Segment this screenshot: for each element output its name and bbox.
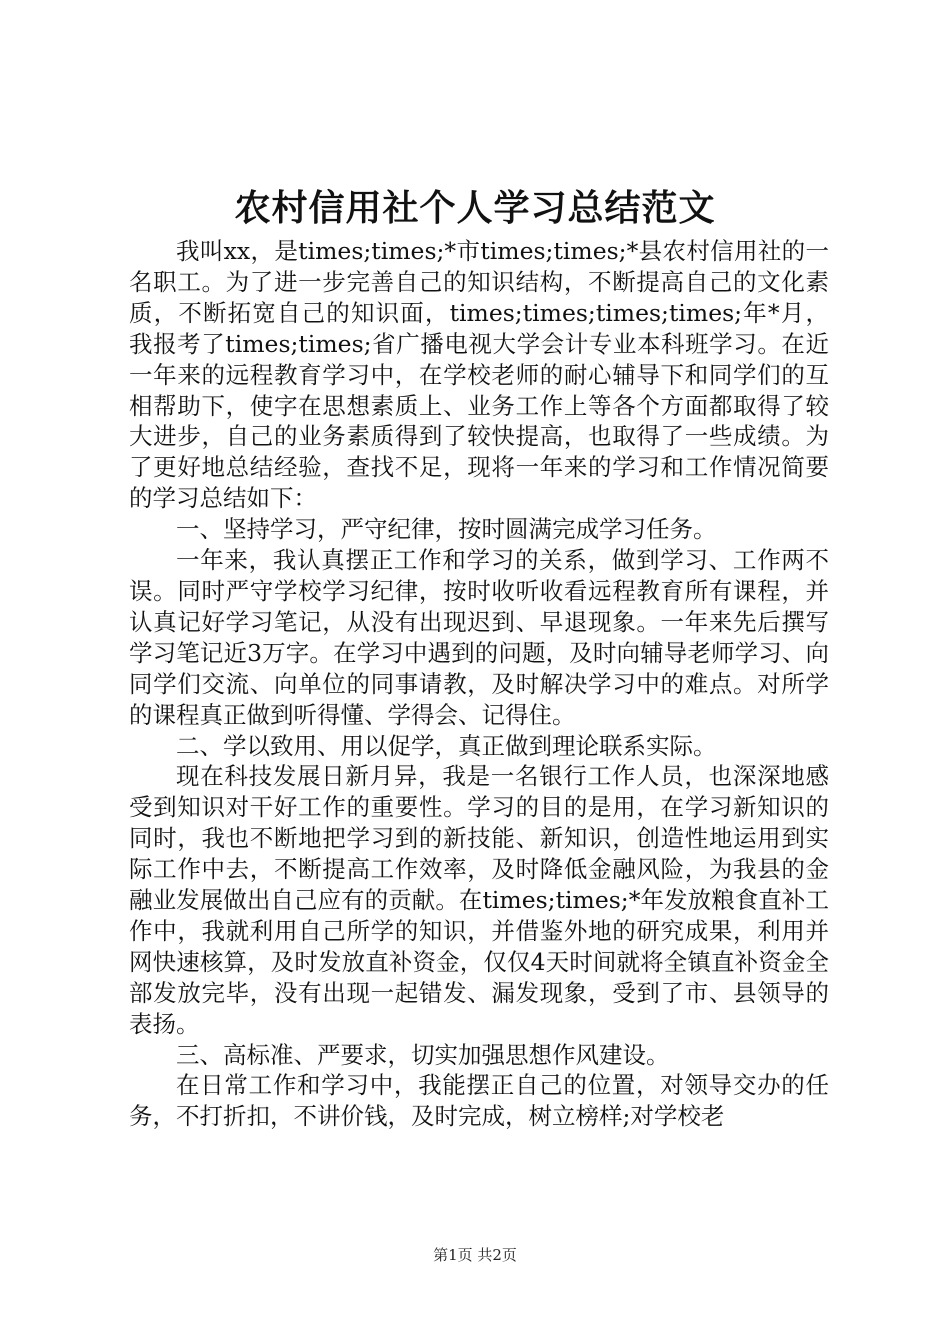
paragraph-section-2: 现在科技发展日新月异，我是一名银行工作人员，也深深地感受到知识对干好工作的重要性。学习的目的是用，在学习新知识的同时，我也不断地把学习到的新技能、新知识，创造性地运用到实际工作中去，不断提高工作效率，及时降低金融风险，为我县的金融业发展做出自己应有的贡献。在times;times;*年发放粮食直补工作中，我就利用自己所学的知识，并借鉴外地的研究成果，利用并网快速核算，及时发放直补资金，仅仅4天时间就将全镇直补资金全部发放完毕，没有出现一起错发、漏发现象，受到了市、县领导的表扬。 bbox=[129, 762, 829, 1038]
paragraph-intro: 我叫xx，是times;times;*市times;times;*县农村信用社的一名职工。为了进一步完善自己的知识结构，不断提高自己的文化素质，不断拓宽自己的知识面，times;times;times;times;年*月，我报考了times;times;省广播电视大学会计专业本科班学习。在近一年来的远程教育学习中，在学校老师的耐心辅导下和同学们的互相帮助下，使字在思想素质上、业务工作上等各个方面都取得了较大进步，自己的业务素质得到了较快提高，也取得了一些成绩。为了更好地总结经验，查找不足，现将一年来的学习和工作情况简要的学习总结如下： bbox=[129, 237, 829, 513]
section-heading-3: 三、高标准、严要求，切实加强思想作风建设。 bbox=[176, 1040, 670, 1069]
paragraph-section-3: 在日常工作和学习中，我能摆正自己的位置，对领导交办的任务，不打折扣，不讲价钱，及时完成，树立榜样;对学校老 bbox=[129, 1071, 829, 1131]
section-heading-1: 一、坚持学习，严守纪律，按时圆满完成学习任务。 bbox=[176, 515, 717, 544]
paragraph-section-1: 一年来，我认真摆正工作和学习的关系，做到学习、工作两不误。同时严守学校学习纪律，按时收听收看远程教育所有课程，并认真记好学习笔记，从没有出现迟到、早退现象。一年来先后撰写学习笔记近3万字。在学习中遇到的问题，及时向辅导老师学习、向同学们交流、向单位的同事请教，及时解决学习中的难点。对所学的课程真正做到听得懂、学得会、记得住。 bbox=[129, 546, 829, 729]
document-title: 农村信用社个人学习总结范文 bbox=[234, 187, 716, 229]
section-heading-2: 二、学以致用、用以促学，真正做到理论联系实际。 bbox=[176, 731, 717, 760]
document-body bbox=[129, 236, 829, 1132]
page-footer: 第1页 共2页 bbox=[433, 1246, 517, 1264]
